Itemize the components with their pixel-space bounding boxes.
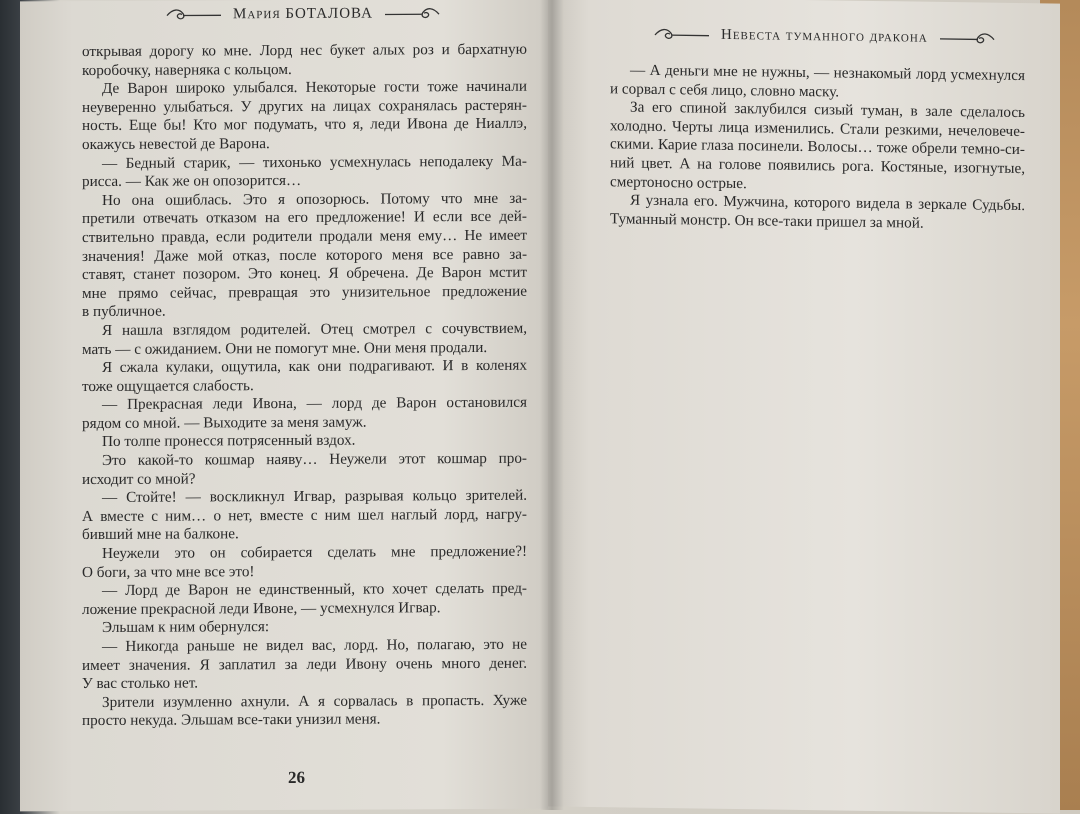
text-line: претили отвечать отказом на его предложение! И если все дей- (82, 208, 527, 228)
text-line: Зрители изумленно ахнули. А я сорвалась в пропасть. Хуже (102, 691, 527, 711)
text-line: рядом со мной. — Выходите за меня замуж. (82, 413, 367, 432)
text-line: Это какой-то кошмар наяву… Неужели этот кошмар про- (102, 449, 527, 470)
text-line: ложение прекрасной леди Ивоне, — усмехнулся Игвар. (82, 598, 441, 618)
text-line: бивший мне на балконе. (82, 525, 239, 544)
text-line: и сорвал с себя лицо, словно маску. (610, 79, 840, 101)
right-flourish-icon (938, 30, 996, 47)
text-line: Я нашла взглядом родителей. Отец смотрел с сочувствием, (102, 319, 527, 339)
text-line: Де Варон широко улыбался. Некоторые гости тоже начинали (102, 77, 527, 98)
text-line: холодно. Черты лица изменились. Стали резкими, нечеловече- (610, 117, 1025, 140)
right-flourish-icon (383, 6, 441, 22)
left-flourish-icon (165, 7, 223, 23)
right-running-head (653, 26, 996, 48)
text-line: ставят, станет позором. Это конец. Я обречена. Де Варон мстит (82, 263, 527, 284)
text-line: Я узнала его. Мужчина, которого видела в зеркале Судьбы. (630, 191, 1025, 215)
right-page-text (610, 61, 1025, 234)
text-line: мне прямо сейчас, превращая это унизительное предложение (82, 282, 527, 302)
left-page (20, 0, 548, 811)
page-number: 26 (288, 767, 305, 787)
text-line: — Бедный старик, — тихонько усмехнулась неподалеку Ма- (102, 152, 527, 172)
text-line: в публичное. (82, 302, 166, 321)
text-line: О боги, за что мне все это! (82, 562, 255, 581)
book-gutter (540, 0, 564, 810)
text-line: окажусь невестой де Варона. (82, 135, 270, 154)
text-line: значения! Даже мой отказ, после которого меня все равно за- (82, 245, 527, 265)
text-line: Эльшам к ним обернулся: (102, 618, 270, 637)
text-line: ний цвет. А на голове появились рога. Костяные, изогнутые, (610, 154, 1025, 178)
text-line: Но она ошиблась. Это я опозорюсь. Потому что мне за- (102, 189, 527, 209)
left-flourish-icon (653, 26, 711, 43)
text-line: ность. Еще бы! Кто мог подумать, что я, леди Ивона де Ниаллэ, (82, 115, 527, 135)
text-line: А вместе с ним… о нет, вместе с ним шел наглый лорд, нагру- (82, 505, 527, 525)
text-line: — А деньги мне не нужны, — незнакомый лорд усмехнулся (630, 61, 1025, 85)
text-line: имеет значения. Я заплатил за леди Ивону очень много денег. (82, 654, 527, 674)
text-line: скими. Карие глаза посинели. Волосы… тоже обрели темно-си- (610, 135, 1025, 159)
right-page (548, 0, 1060, 814)
text-line: рисса. — Как же он опозорится… (82, 172, 302, 191)
text-line: За его спиной заклубился сизый туман, в зале сделалось (630, 98, 1025, 122)
text-line: — Стойте! — воскликнул Игвар, разрывая кольцо зрителей. (102, 486, 527, 507)
text-line: — Лорд де Варон не единственный, кто хочет сделать пред- (102, 579, 527, 600)
text-line: открывая дорогу ко мне. Лорд нес букет алых роз и бархатную (82, 40, 527, 61)
text-line: тоже ощущается слабость. (82, 376, 254, 395)
text-line: просто некуда. Эльшам все-таки унизил меня. (82, 710, 381, 730)
left-page-text (82, 41, 527, 731)
text-line: мать — с ожиданием. Они не помогут мне. Они меня продали. (82, 338, 488, 358)
text-line: Туманный монстр. Он все-таки пришел за мной. (610, 210, 924, 232)
text-line: исходит со мной? (82, 470, 196, 488)
text-line: По толпе пронесся потрясенный вздох. (102, 432, 356, 451)
text-line: коробочку, наверняка с кольцом. (82, 60, 292, 79)
text-line: ствительно правда, если родители продали меня ему… Не имеет (82, 226, 527, 246)
text-line: Я сжала кулаки, ощутила, как они подрагивают. И в коленях (102, 356, 527, 377)
author-name: Мария БОТАЛОВА (233, 5, 373, 23)
text-line: У вас столько нет. (82, 674, 199, 693)
left-running-head (165, 5, 441, 23)
text-line: Неужели это он собирается сделать мне предложение?! (102, 542, 527, 562)
book-title: Невеста туманного дракона (721, 26, 928, 46)
text-line: — Никогда раньше не видел вас, лорд. Но, полагаю, это не (102, 635, 527, 655)
text-line: смертоносно острые. (610, 172, 747, 192)
text-line: неуверенно улыбаться. У других на лицах сохранялась растерян- (82, 96, 527, 116)
text-line: — Прекрасная леди Ивона, — лорд де Варон остановился (102, 394, 527, 414)
